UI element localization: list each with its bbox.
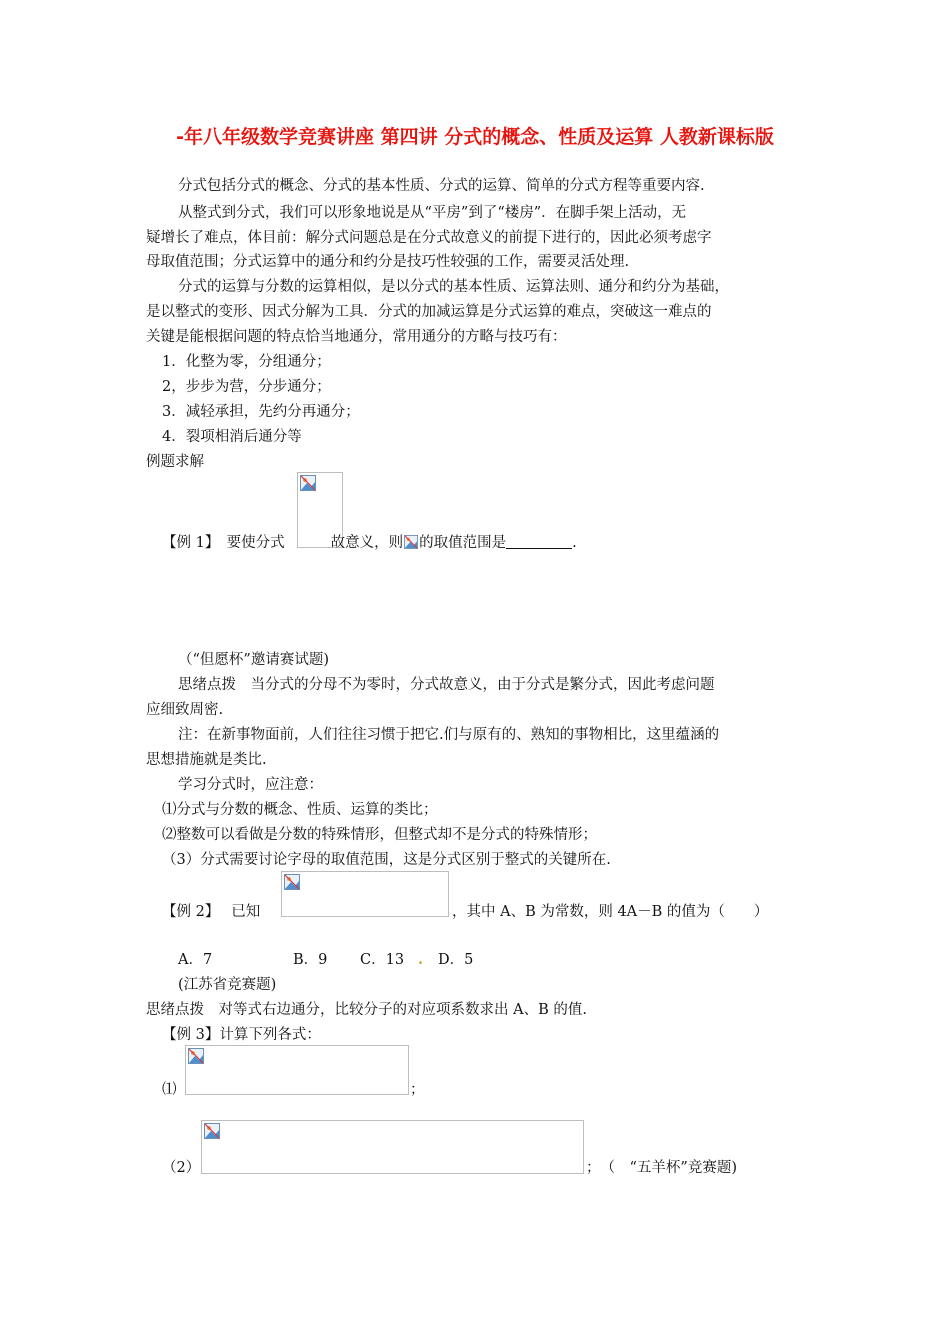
option-d: D．5 bbox=[438, 952, 474, 968]
example-2-label: 【例 2】 bbox=[162, 904, 213, 920]
broken-image-icon bbox=[188, 1048, 204, 1064]
example-1-note-line-2: 思想措施就是类比. bbox=[146, 752, 267, 768]
option-c: C．13 bbox=[360, 952, 405, 968]
example-2-label-line bbox=[162, 902, 260, 922]
example-1-hint-line-2: 应细致周密. bbox=[146, 702, 224, 718]
example-1-text-a: 要使分式 bbox=[226, 535, 285, 551]
broken-image-icon bbox=[284, 874, 300, 890]
intro-paragraph-2-line-2: 疑增长了难点，体目前：解分式问题总是在分式故意义的前提下进行的，因此必须考虑字 bbox=[146, 230, 712, 246]
page-title: -年八年级数学竞赛讲座 第四讲 分式的概念、性质及运算 人教新课标版 bbox=[176, 126, 774, 148]
answer-blank bbox=[506, 534, 572, 549]
formula-image-ex3-item-1 bbox=[185, 1045, 409, 1095]
intro-paragraph-2-line-1: 从整式到分式，我们可以形象地说是从“平房”到了“楼房”．在脚手架上活动，无 bbox=[178, 205, 687, 221]
study-heading: 学习分式时，应注意： bbox=[178, 777, 323, 793]
method-item-4: 4．裂项相消后通分等 bbox=[162, 429, 302, 445]
option-a: A．7 bbox=[178, 952, 213, 968]
example-1-statement bbox=[162, 533, 577, 553]
intro-paragraph-3-line-2: 是以整式的变形、因式分解为工具．分式的加减运算是分式运算的难点，突破这一难点的 bbox=[146, 304, 712, 320]
study-item-3: （3）分式需要讨论字母的取值范围，这是分式区别于整式的关键所在. bbox=[162, 852, 611, 868]
study-item-1: ⑴分式与分数的概念、性质、运算的类比； bbox=[162, 802, 438, 818]
example-1-text-b: 故意义，则 bbox=[330, 535, 404, 551]
option-b: B．9 bbox=[293, 952, 328, 968]
examples-heading: 例题求解 bbox=[146, 454, 204, 470]
intro-paragraph-3-line-1: 分式的运算与分数的运算相似，是以分式的基本性质、运算法则、通分和约分为基础， bbox=[178, 279, 729, 295]
example-1-text-c: 的取值范围是 bbox=[419, 535, 507, 551]
broken-image-icon bbox=[300, 475, 316, 491]
broken-image-icon bbox=[204, 1123, 220, 1139]
intro-paragraph-3-line-3: 关键是能根据问题的特点恰当地通分，常用通分的方略与技巧有： bbox=[146, 329, 567, 345]
example-3-item-2-number: （2） bbox=[162, 1160, 201, 1176]
example-1-source: （“但愿杯”邀请赛试题) bbox=[178, 652, 329, 668]
method-item-2: 2，步步为营，分步通分； bbox=[162, 379, 331, 395]
example-1-label: 【例 1】 bbox=[162, 535, 213, 551]
example-3-item-1-end: ； bbox=[410, 1082, 425, 1098]
example-3-item-2-end: ； （ “五羊杯”竞赛题) bbox=[586, 1160, 737, 1176]
option-dot-mark: . bbox=[418, 951, 424, 968]
example-1-text-d: . bbox=[572, 535, 577, 551]
formula-image-ex2-equation bbox=[281, 871, 449, 917]
intro-paragraph-1: 分式包括分式的概念、分式的基本性质、分式的运算、简单的分式方程等重要内容. bbox=[178, 178, 705, 194]
example-3-text: 计算下列各式： bbox=[219, 1027, 321, 1043]
example-3-line bbox=[162, 1025, 321, 1045]
formula-image-ex3-item-2 bbox=[201, 1120, 584, 1174]
study-item-2: ⑵整数可以看做是分数的特殊情形，但整式却不是分式的特殊情形； bbox=[162, 827, 597, 843]
example-1-hint-line-1: 思绪点拨 当分式的分母不为零时，分式故意义，由于分式是繁分式，因此考虑问题 bbox=[178, 677, 715, 693]
example-2-text-a: 已知 bbox=[231, 904, 261, 920]
example-2-hint: 思绪点拨 对等式右边通分，比较分子的对应项系数求出 A、B 的值. bbox=[146, 1002, 587, 1018]
example-2-text-b: ，其中 A、B 为常数，则 4A－B 的值为（ ） bbox=[452, 904, 769, 920]
example-1-note-line-1: 注：在新事物面前，人们往往习惯于把它.们与原有的、熟知的事物相比，这里蕴涵的 bbox=[178, 727, 720, 743]
example-2-source: (江苏省竞赛题) bbox=[178, 977, 277, 993]
broken-image-icon bbox=[404, 535, 418, 549]
example-3-label: 【例 3】 bbox=[162, 1027, 220, 1043]
example-3-item-1-number: ⑴ bbox=[162, 1082, 177, 1098]
method-item-1: 1．化整为零，分组通分； bbox=[162, 354, 331, 370]
method-item-3: 3．减轻承担，先约分再通分； bbox=[162, 404, 360, 420]
intro-paragraph-2-line-3: 母取值范围；分式运算中的通分和约分是技巧性较强的工作，需要灵活处理. bbox=[146, 254, 630, 270]
